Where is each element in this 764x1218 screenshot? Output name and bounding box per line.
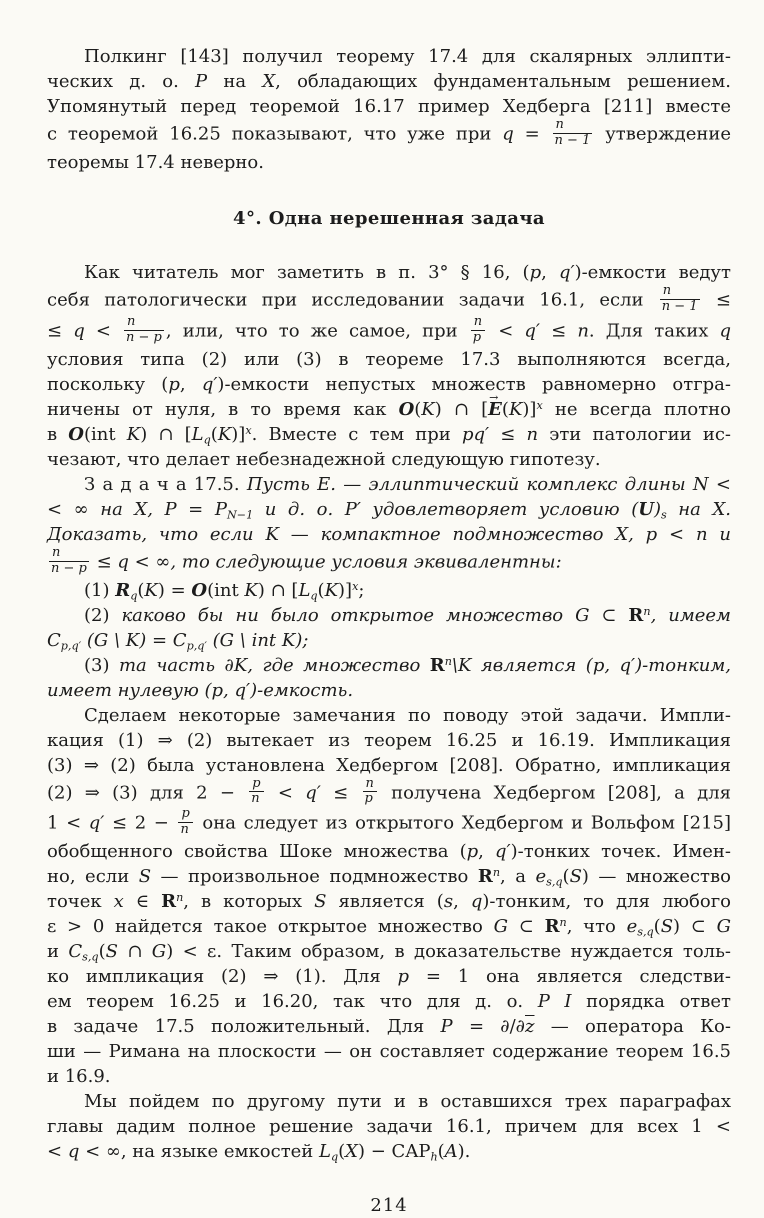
text-run: Упомянутый перед теоремой 16.17 пример Хедберга [211] вместе — [47, 96, 731, 117]
calligraphic-letter: O — [398, 398, 415, 420]
text-line — [47, 653, 731, 678]
text-run: )-емкости ведут — [574, 261, 731, 283]
text-run: ) ∩ [ — [257, 579, 299, 601]
text-run: s — [443, 891, 454, 913]
text-run: < ∞ на X, P = P — [47, 498, 227, 520]
text-line — [47, 889, 731, 914]
text-run: R — [544, 916, 560, 938]
text-run: но, если — [47, 866, 139, 888]
text-run: , — [478, 841, 496, 863]
text-line — [47, 578, 731, 603]
text-run: q′ — [524, 320, 541, 342]
text-run: R — [161, 891, 177, 913]
script-text: q — [203, 432, 211, 446]
text-run: З а д а ч а 17.5. — [84, 473, 247, 495]
text-line — [47, 964, 731, 989]
text-run: K — [508, 398, 523, 420]
text-run: , — [541, 261, 559, 283]
text-run: ≤ — [47, 320, 74, 342]
text-run: , а — [500, 866, 536, 888]
text-line — [47, 94, 731, 119]
paragraph — [47, 472, 731, 578]
text-line — [47, 150, 731, 175]
fraction — [124, 315, 164, 346]
text-line — [47, 914, 731, 939]
text-run: . Вместе с тем при — [251, 423, 462, 445]
text-run: X — [345, 1141, 358, 1163]
text-run: , — [453, 891, 471, 913]
fraction-numerator: n — [553, 118, 593, 134]
text-run: , обладающих фундаментальным решением. — [275, 71, 732, 92]
text-run: q′ — [558, 261, 575, 283]
text-run: )-емкости непустых множеств равномерно отгра- — [217, 373, 731, 395]
fraction — [471, 315, 485, 346]
calligraphic-letter: U — [638, 498, 654, 520]
text-line — [47, 472, 731, 497]
text-line — [47, 939, 731, 964]
text-run: )-тонким, то для любого — [482, 891, 731, 913]
text-run: (2) ⇒ (3) для 2 − — [47, 781, 248, 803]
text-run: L — [191, 423, 204, 445]
calligraphic-letter: R — [115, 579, 131, 601]
script-text: s,q — [82, 950, 99, 964]
text-run: , что — [566, 916, 627, 938]
fraction-denominator: n − 1 — [661, 298, 698, 314]
text-run: A — [444, 1141, 458, 1163]
text-line — [47, 447, 731, 472]
fraction-numerator: n — [124, 315, 164, 331]
paragraphs-after-heading — [47, 260, 731, 1164]
text-run: на X. — [666, 498, 731, 520]
script-text: x — [245, 423, 252, 437]
text-run: , — [179, 373, 202, 395]
text-run: ) ⊂ — [673, 916, 717, 938]
text-run: q — [73, 320, 85, 342]
text-run: с теоремой 16.25 показывают, что уже при — [47, 123, 503, 145]
text-run: ∩ — [117, 941, 152, 963]
text-run: в задаче 17.5 положительный. Для — [47, 1016, 441, 1038]
text-run: ) ∩ [ — [434, 398, 489, 420]
text-run: G — [493, 916, 509, 938]
text-run: ) ∩ [ — [140, 423, 192, 445]
script-text: p,q′ — [60, 638, 82, 652]
fraction-numerator: n — [660, 284, 700, 300]
text-run: C — [68, 941, 83, 963]
text-run: теоремы 17.4 неверно. — [47, 151, 264, 173]
text-run: — произвольное подмножество — [151, 866, 478, 888]
text-run: ≤ — [320, 781, 361, 803]
text-run: Полкинг [143] получил теорему 17.4 для скалярных эллипти- — [84, 46, 731, 67]
text-run: (G \ int K); — [206, 629, 309, 651]
text-run: q′ — [88, 812, 105, 834]
text-run: Мы пойдем по другому пути и в оставшихся трех параграфах — [84, 1091, 731, 1113]
script-text: h — [430, 1150, 438, 1164]
text-run: ). — [457, 1141, 471, 1163]
text-line — [47, 1114, 731, 1139]
text-run: и — [47, 941, 69, 963]
text-run: )] — [338, 579, 353, 601]
text-run: Пусть Е. — эллиптический комплекс длины N < — [246, 473, 732, 495]
fraction — [553, 118, 593, 149]
text-line — [47, 260, 731, 285]
fraction-numerator: p — [178, 807, 192, 823]
text-run: )-тонких точек. Имен- — [510, 841, 731, 863]
text-run: pq′ — [461, 423, 490, 445]
text-run: (3) ⇒ (2) была установлена Хедбергом [208]. Обратно, импликация — [47, 754, 731, 776]
text-run: n — [577, 320, 589, 342]
text-run: эти патологии ис- — [538, 423, 731, 445]
fraction-denominator: n − p — [51, 560, 87, 576]
script-text: s,q — [546, 875, 563, 889]
script-text: q — [310, 588, 318, 602]
text-run: (int — [83, 423, 127, 445]
text-run: ) — множество — [581, 866, 731, 888]
text-run: в — [47, 423, 69, 445]
calligraphic-letter: O — [191, 579, 208, 601]
text-line — [47, 1064, 731, 1089]
script-text: n — [559, 916, 567, 930]
text-run: < ∞, на языке емкостей — [79, 1141, 320, 1163]
script-text: n — [176, 891, 184, 905]
fraction-denominator: p — [364, 791, 373, 807]
fraction-denominator: n — [251, 791, 260, 807]
text-run: ческих д. о. — [47, 71, 196, 92]
paragraph — [47, 603, 731, 653]
text-run: ; — [358, 579, 365, 601]
text-run: Сделаем некоторые замечания по поводу этой задачи. Импли- — [84, 704, 731, 726]
text-run: ко импликация (2) ⇒ (1). Для — [47, 966, 398, 988]
text-run: себя патологически при исследовании задачи 16.1, если — [47, 289, 658, 311]
text-run: e — [535, 866, 547, 888]
text-run: на — [207, 71, 263, 92]
fraction-numerator: n — [49, 546, 89, 562]
paragraph — [47, 44, 731, 175]
text-run: и д. о. P′ удовлетворяет условию ( — [253, 498, 639, 520]
fraction-numerator: n — [471, 315, 485, 331]
text-run: ( — [501, 398, 509, 420]
script-text: s,q — [637, 925, 654, 939]
text-run: q′ — [305, 781, 321, 803]
text-run: S — [138, 866, 152, 888]
text-line — [47, 1014, 731, 1039]
text-run: обобщенного свойства Шоке множества ( — [47, 841, 467, 863]
text-run: ( — [317, 579, 325, 601]
paragraphs-before-heading — [47, 44, 731, 175]
paragraph — [47, 703, 731, 1090]
fraction-denominator: n — [180, 822, 189, 838]
fraction-denominator: n − 1 — [554, 132, 591, 148]
text-run: p — [466, 841, 479, 863]
text-run: главы дадим полное решение задачи 16.1, причем для всех 1 < — [47, 1116, 731, 1138]
text-run: x — [113, 891, 124, 913]
text-run: ( — [98, 941, 106, 963]
text-run: 1 < — [47, 812, 89, 834]
text-run: кация (1) ⇒ (2) вытекает из теорем 16.25 и 16.19. Импликация — [47, 729, 731, 751]
text-line — [47, 628, 731, 653]
fraction-numerator: n — [363, 777, 377, 793]
text-line — [47, 69, 731, 94]
text-run: ) < ε. Таким образом, в доказательстве нуждается толь- — [166, 941, 732, 963]
fraction — [178, 807, 192, 838]
text-run: R — [477, 866, 493, 888]
text-run: R — [429, 654, 445, 676]
calligraphic-letter: O — [68, 423, 84, 445]
text-run: она следует из открытого Хедбергом и Вольфом [215] — [194, 812, 731, 834]
fraction — [249, 777, 263, 808]
text-run: является ( — [326, 891, 444, 913]
text-line — [47, 1089, 731, 1114]
text-run: Доказать, что если K — компактное подмножество X, p < n и — [47, 523, 731, 545]
text-run: ≤ — [540, 320, 578, 342]
script-text: n — [643, 604, 651, 618]
text-line — [47, 728, 731, 753]
text-run: e — [626, 916, 638, 938]
text-run: чезают, что делает небезнадежной следующую гипотезу. — [47, 448, 601, 470]
text-run: = ∂/∂ — [452, 1016, 525, 1038]
text-run: q — [470, 891, 483, 913]
text-run: точек — [47, 891, 114, 913]
text-run: G — [151, 941, 167, 963]
text-run: G — [716, 916, 731, 938]
text-run: S — [660, 916, 674, 938]
script-text: q — [330, 1150, 339, 1164]
text-run: < — [487, 320, 525, 342]
text-run: K — [144, 579, 158, 601]
fraction-denominator: n − p — [126, 329, 162, 345]
text-run: ( — [137, 579, 145, 601]
fraction — [49, 546, 89, 577]
text-run: ≤ — [701, 289, 731, 311]
text-run: порядка ответ — [571, 991, 731, 1013]
text-run: та часть ∂K, где множество — [118, 654, 430, 676]
text-run: ( — [414, 398, 422, 420]
script-text: x — [536, 398, 543, 412]
text-line — [47, 119, 731, 150]
text-run: P I — [537, 991, 572, 1013]
text-line — [47, 313, 731, 347]
text-run: p — [529, 261, 542, 283]
text-run: p — [168, 373, 180, 395]
text-run: < — [84, 320, 123, 342]
text-run: < — [265, 781, 306, 803]
fraction — [660, 284, 700, 315]
paragraph — [47, 653, 731, 703]
text-run: L — [298, 579, 311, 601]
script-text: n — [492, 866, 501, 880]
text-run: (int — [207, 579, 245, 601]
script-text: N−1 — [226, 507, 254, 521]
text-run: ≤ — [489, 423, 527, 445]
fraction — [363, 777, 377, 808]
section-heading: 4°. Одна нерешенная задача — [233, 207, 545, 229]
text-run: S — [105, 941, 118, 963]
vector-calligraphic-letter: → E — [488, 397, 502, 422]
fraction-denominator: p — [472, 329, 482, 345]
text-run: K — [126, 423, 141, 445]
text-line — [47, 753, 731, 778]
text-run: ем теорем 16.25 и 16.20, так что для д. о. — [47, 991, 538, 1013]
text-run: ( — [338, 1141, 346, 1163]
text-run: C — [47, 629, 61, 651]
text-run: ) − CAP — [358, 1141, 431, 1163]
text-run: и 16.9. — [47, 1066, 111, 1088]
text-run: ≤ q < ∞, то следующие условия эквивалентны: — [90, 551, 562, 573]
text-line — [47, 703, 731, 728]
text-run: )] — [522, 398, 537, 420]
text-run: ничены от нуля, в то время как — [47, 398, 399, 420]
script-text: s — [660, 507, 667, 521]
page-number: 214 — [370, 1195, 408, 1217]
text-line — [47, 544, 731, 578]
text-run: не всегда плотно — [542, 398, 731, 420]
text-run: (3) — [84, 654, 119, 676]
text-run: . Для таких — [588, 320, 720, 342]
text-run: , в которых — [183, 891, 315, 913]
text-run: ) — [653, 498, 661, 520]
text-run: K — [217, 423, 232, 445]
text-line — [47, 603, 731, 628]
text-line — [47, 1139, 731, 1164]
text-run: Как читатель мог заметить в п. 3° § 16, ( — [84, 261, 530, 283]
text-run: S — [569, 866, 582, 888]
text-line — [47, 44, 731, 69]
text-run: (G \ K) = C — [81, 629, 187, 651]
text-line — [47, 989, 731, 1014]
text-run: K — [324, 579, 339, 601]
text-run: q′ — [495, 841, 511, 863]
text-run: )] — [231, 423, 246, 445]
text-line — [47, 422, 731, 447]
text-run: P — [195, 71, 208, 92]
text-line — [47, 282, 731, 316]
text-run: ≤ 2 − — [104, 812, 177, 834]
text-run: P — [440, 1016, 453, 1038]
text-line — [47, 864, 731, 889]
text-run: n — [526, 423, 539, 445]
script-text: p,q′ — [186, 638, 207, 652]
text-run: ⊂ — [508, 916, 545, 938]
text-run: = — [513, 123, 551, 145]
text-line — [47, 775, 732, 809]
text-run: ( — [210, 423, 218, 445]
text-line — [47, 397, 731, 422]
text-run: ( — [562, 866, 570, 888]
text-line — [47, 372, 731, 397]
text-run: R — [628, 604, 644, 626]
text-run: условия типа (2) или (3) в теореме 17.3 выполняются всегда, — [47, 348, 731, 370]
text-run: < — [47, 1141, 68, 1163]
text-run: поскольку ( — [47, 373, 169, 395]
text-run: K — [421, 398, 435, 420]
text-run: ши — Римана на плоскости — он составляет содержание теорем 16.5 — [47, 1041, 731, 1063]
text-run: = 1 она является следстви- — [409, 966, 731, 988]
text-run: (1) — [84, 579, 116, 601]
script-text: x — [352, 579, 359, 593]
text-run: q′ — [201, 373, 218, 395]
text-line — [47, 808, 731, 839]
paragraph — [47, 260, 731, 472]
text-run: \K является (p, q′)-тонким, — [451, 654, 731, 676]
text-line — [47, 497, 731, 522]
text-run: q — [719, 320, 731, 342]
fraction-numerator: p — [249, 777, 263, 793]
text-run: — оператора Ко- — [534, 1016, 731, 1038]
text-run: K — [244, 579, 258, 601]
text-run: ∈ — [123, 891, 162, 913]
text-run: q — [67, 1141, 80, 1163]
text-run: каково бы ни было открытое множество G ⊂ — [121, 604, 629, 626]
text-line — [47, 522, 731, 547]
text-run: X — [262, 71, 276, 92]
text-run: утверждение — [594, 123, 732, 145]
text-run: ( — [437, 1141, 445, 1163]
script-text: q — [130, 588, 138, 602]
text-run: L — [319, 1141, 331, 1163]
text-run: S — [314, 891, 327, 913]
text-line — [47, 678, 731, 703]
text-line — [47, 839, 731, 864]
text-run: ( — [653, 916, 661, 938]
overbar-letter: $\overline{z}$ — [525, 1016, 535, 1038]
text-run: p — [397, 966, 410, 988]
text-run: , имеем — [650, 604, 731, 626]
text-run: , или, что то же самое, при — [165, 320, 469, 342]
text-run: ) = — [157, 579, 192, 601]
text-line — [47, 1039, 731, 1064]
script-text: n — [444, 654, 452, 668]
text-run: имеет нулевую (p, q′)-емкость. — [47, 679, 354, 701]
paragraph — [47, 1089, 731, 1164]
text-run: ε > 0 найдется такое открытое множество — [47, 916, 494, 938]
text-run: q — [502, 123, 514, 145]
text-run: получена Хедбергом [208], а для — [378, 781, 732, 803]
text-line — [47, 347, 731, 372]
paragraph — [47, 578, 731, 603]
text-run: (2) — [84, 604, 122, 626]
